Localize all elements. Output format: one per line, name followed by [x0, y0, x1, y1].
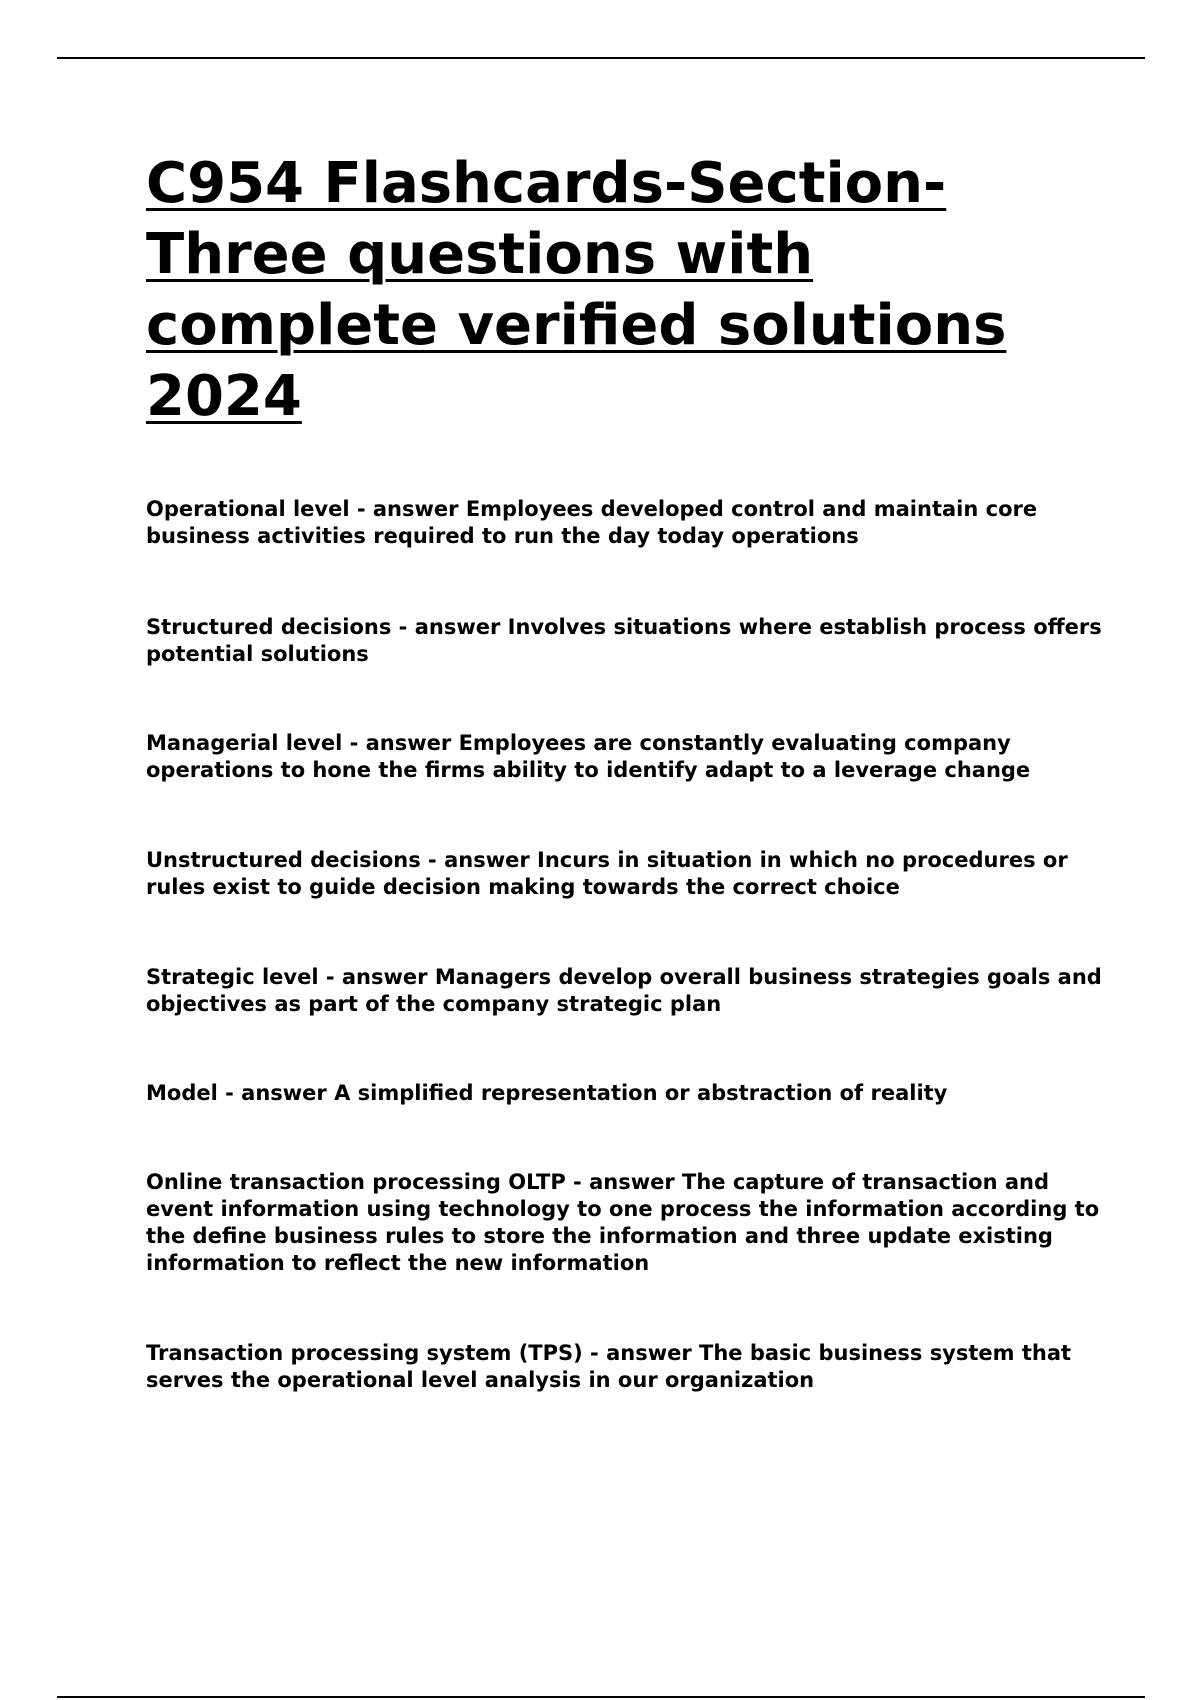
flashcard-answer: Employees are constantly evaluating company operations to hone the firms ability to identify adapt to a leverage change [146, 731, 1031, 782]
flashcard-answer: Incurs in situation in which no procedures or rules exist to guide decision making towards the correct choice [146, 848, 1068, 899]
flashcard [146, 1169, 1106, 1277]
flashcard-separator: - answer [420, 848, 538, 872]
flashcard [146, 847, 1106, 901]
flashcard-separator: - answer [582, 1341, 700, 1365]
flashcard-term: Managerial level [146, 731, 343, 755]
top-rule [57, 57, 1145, 59]
flashcard-term: Operational level [146, 497, 350, 521]
bottom-rule [57, 1696, 1145, 1698]
flashcard [146, 730, 1106, 784]
flashcard-separator: - answer [349, 497, 466, 521]
flashcard-separator: - answer [391, 615, 508, 639]
flashcard [146, 496, 1106, 550]
flashcard-separator: - answer [318, 965, 435, 989]
flashcard-term: Strategic level [146, 965, 319, 989]
flashcard-separator: - answer [342, 731, 459, 755]
flashcard [146, 1340, 1106, 1394]
document-body [146, 148, 1106, 1394]
flashcard-answer: The basic business system that serves the operational level analysis in our organization [146, 1341, 1072, 1392]
flashcard [146, 1080, 1106, 1107]
flashcard-term: Structured decisions [146, 615, 392, 639]
flashcard-term: Model [146, 1081, 218, 1105]
flashcard-separator: - answer [565, 1170, 683, 1194]
flashcard [146, 614, 1106, 668]
flashcard-answer: Employees developed control and maintain core business activities required to run the day today operations [146, 497, 1038, 548]
document-title: C954 Flashcards-Section- Three questions with complete verified solutions 2024 [146, 151, 1007, 429]
flashcard-answer: A simplified representation or abstraction of reality [334, 1081, 948, 1105]
flashcard-term: Online transaction processing OLTP [146, 1170, 566, 1194]
flashcard-answer: The capture of transaction and event information using technology to one process the information according to the define business rules to store the information and three update existing information to reflect the new information [146, 1170, 1100, 1275]
flashcard-term: Transaction processing system (TPS) [146, 1341, 583, 1365]
flashcard-separator: - answer [217, 1081, 335, 1105]
flashcard-term: Unstructured decisions [146, 848, 421, 872]
flashcard-answer: Involves situations where establish process offers potential solutions [146, 615, 1102, 666]
flashcard-list [146, 496, 1106, 1394]
flashcard-answer: Managers develop overall business strategies goals and objectives as part of the company strategic plan [146, 965, 1102, 1016]
flashcard [146, 964, 1106, 1018]
